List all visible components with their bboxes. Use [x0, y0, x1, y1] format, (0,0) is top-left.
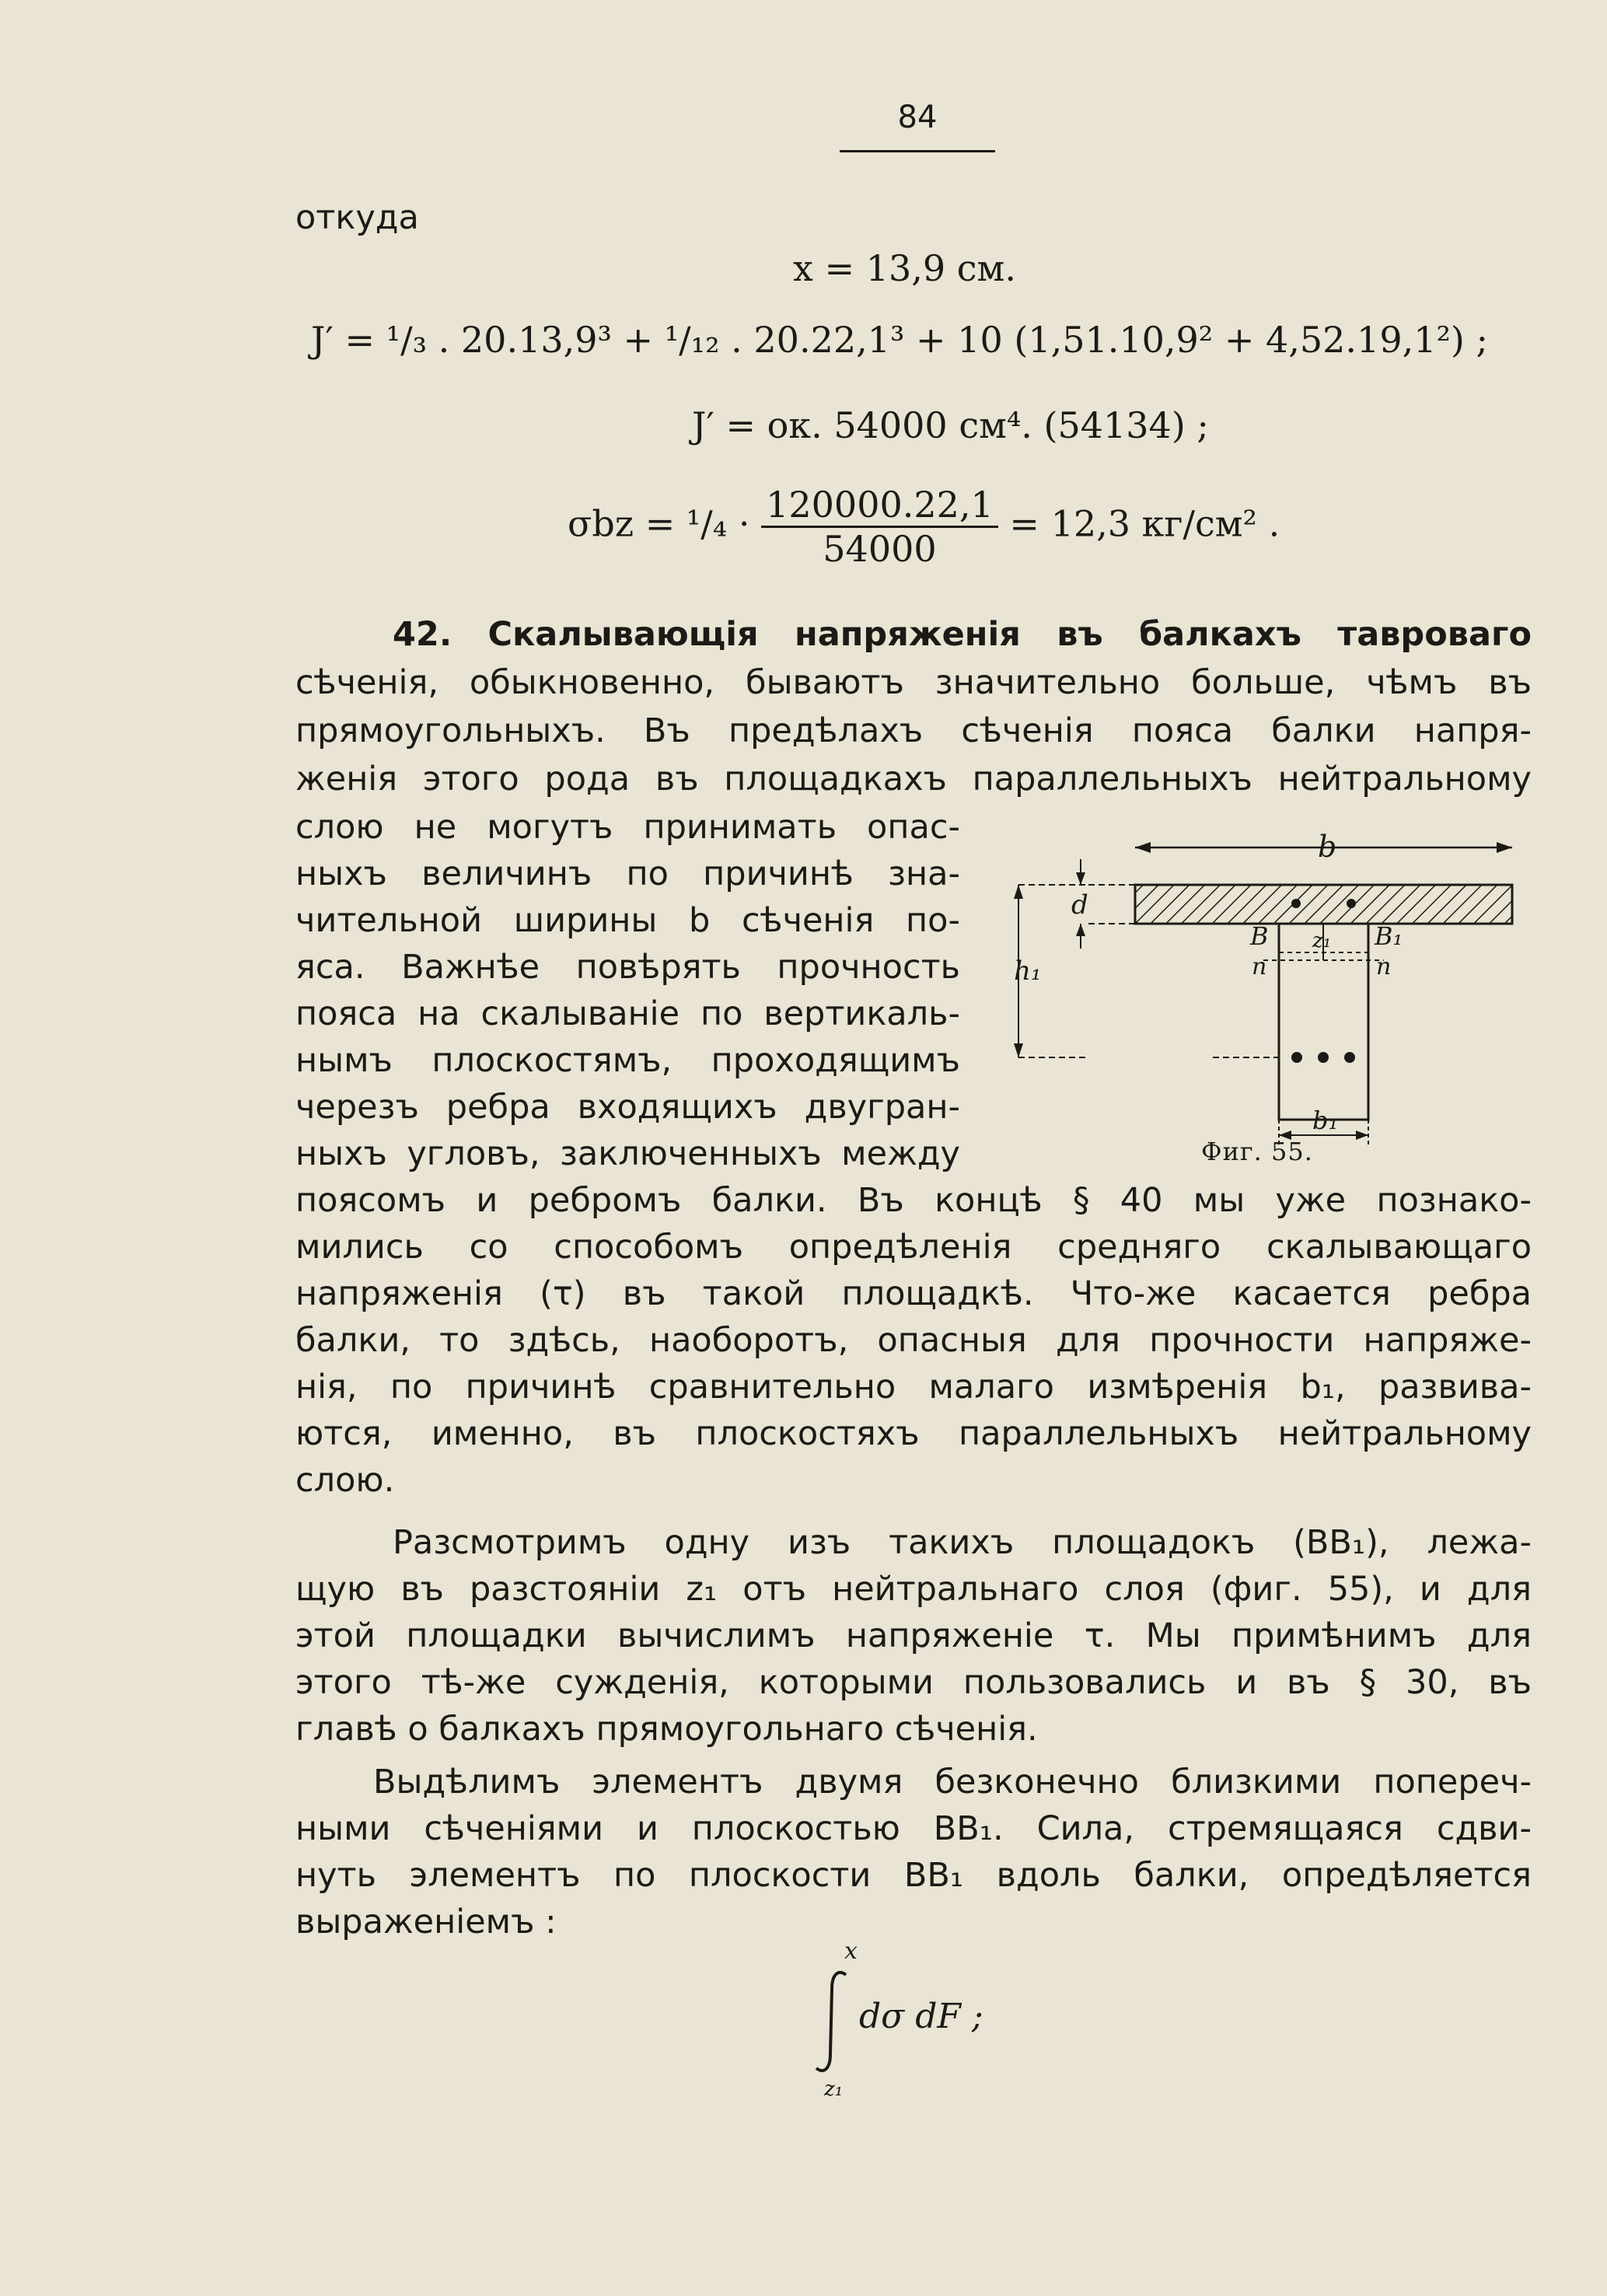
equation-moment-of-inertia: J′ = ¹/₃ . 20.13,9³ + ¹/₁₂ . 20.22,1³ + 10 (1,51.10,9² + 4,52.19,1²) ;	[311, 319, 1488, 361]
page-number: 84	[897, 100, 938, 135]
sigma-numerator: 120000.22,1	[761, 484, 998, 528]
p2-line-4: этого тѣ-же сужденія, которыми пользовались и въ § 30, въ	[295, 1663, 1532, 1702]
text-otkuda: откуда	[295, 198, 419, 237]
p42-line-4: женія этого рода въ площадкахъ параллельныхъ нейтральному	[295, 760, 1532, 799]
label-h1: h₁	[1014, 956, 1042, 987]
p3-line-3: нуть элементъ по плоскости BB₁ вдоль балки, опредѣляется	[295, 1856, 1532, 1895]
integral-upper-limit: x	[844, 1938, 858, 1965]
p42-narrow-4: яса. Важнѣе повѣрять прочность	[295, 948, 960, 987]
label-z1: z₁	[1312, 929, 1332, 952]
p42-narrow-2: ныхъ величинъ по причинѣ зна-	[295, 854, 960, 893]
p42-rest-6: ются, именно, въ плоскостяхъ параллельныхъ нейтральному	[295, 1414, 1532, 1453]
sigma-right: = 12,3 кг/см² .	[1009, 502, 1280, 545]
label-b1: b₁	[1312, 1106, 1339, 1135]
p42-narrow-8: ныхъ угловъ, заключенныхъ между	[295, 1134, 960, 1173]
p3-line-1: Выдѣлимъ элементъ двумя безконечно близкими попереч-	[373, 1763, 1532, 1802]
p2-line-5: главѣ о балкахъ прямоугольнаго сѣченія.	[295, 1710, 1038, 1749]
p3-line-4: выраженіемъ :	[295, 1903, 557, 1941]
p3-line-2: ными сѣченіями и плоскостью BB₁. Сила, стремящаяся сдви-	[295, 1809, 1532, 1848]
label-d: d	[1071, 889, 1088, 921]
sigma-denominator: 54000	[823, 528, 937, 570]
integral-sign-icon	[809, 1967, 855, 2076]
p42-rest-7: слою.	[295, 1461, 395, 1500]
p2-line-3: этой площадки вычислимъ напряженіе τ. Мы примѣнимъ для	[295, 1616, 1532, 1655]
p42-rest-3: напряженія (τ) въ такой площадкѣ. Что-же касается ребра	[295, 1274, 1532, 1313]
p42-narrow-6: нымъ плоскостямъ, проходящимъ	[295, 1041, 960, 1080]
sigma-fraction	[761, 484, 998, 570]
p42-line-2: сѣченія, обыкновенно, бываютъ значительно больше, чѣмъ въ	[295, 663, 1532, 702]
label-b: b	[1318, 830, 1337, 864]
integral-body: dσ dF ;	[859, 1997, 983, 2036]
integral-lower-limit: z₁	[824, 2078, 844, 2101]
equation-x: x = 13,9 см.	[793, 247, 1016, 289]
p42-rest-4: балки, то здѣсь, наоборотъ, опасныя для прочности напряже-	[295, 1321, 1532, 1360]
p2-line-2: щую въ разстояніи z₁ отъ нейтральнаго слоя (фиг. 55), и для	[295, 1570, 1532, 1609]
p42-rest-2: мились со способомъ опредѣленія средняго скалывающаго	[295, 1228, 1532, 1267]
p2-line-1: Разсмотримъ одну изъ такихъ площадокъ (BB₁), лежа-	[393, 1523, 1532, 1562]
figure-caption: Фиг. 55.	[1201, 1137, 1313, 1166]
equation-moment-approx: J′ = ок. 54000 см⁴. (54134) ;	[692, 404, 1209, 446]
sigma-left: σbz = ¹/₄ ·	[568, 502, 750, 545]
label-n-right: n	[1376, 953, 1392, 980]
p42-narrow-5: пояса на скалываніе по вертикаль-	[295, 994, 960, 1033]
p42-line-3: прямоугольныхъ. Въ предѣлахъ сѣченія пояса балки напря-	[295, 711, 1532, 750]
p42-rest-1: поясомъ и ребромъ балки. Въ концѣ § 40 мы уже познако-	[295, 1181, 1532, 1220]
p42-narrow-1: слою не могутъ принимать опас-	[295, 808, 960, 847]
equation-sigma	[568, 484, 1280, 570]
label-n-left: n	[1252, 953, 1267, 980]
p42-narrow-7: черезъ ребра входящихъ двугран-	[295, 1088, 960, 1127]
p42-narrow-3: чительной ширины b сѣченія по-	[295, 901, 960, 940]
p42-rest-5: нія, по причинѣ сравнительно малаго измѣренія b₁, развива-	[295, 1368, 1532, 1407]
p42-line-1: 42. Скалывающія напряженія въ балкахъ тавроваго	[393, 615, 1532, 654]
figure-55-tbeam	[1003, 824, 1547, 1151]
label-B: B	[1250, 921, 1269, 951]
label-B1: B₁	[1375, 921, 1403, 951]
page-number-rule	[840, 150, 995, 152]
